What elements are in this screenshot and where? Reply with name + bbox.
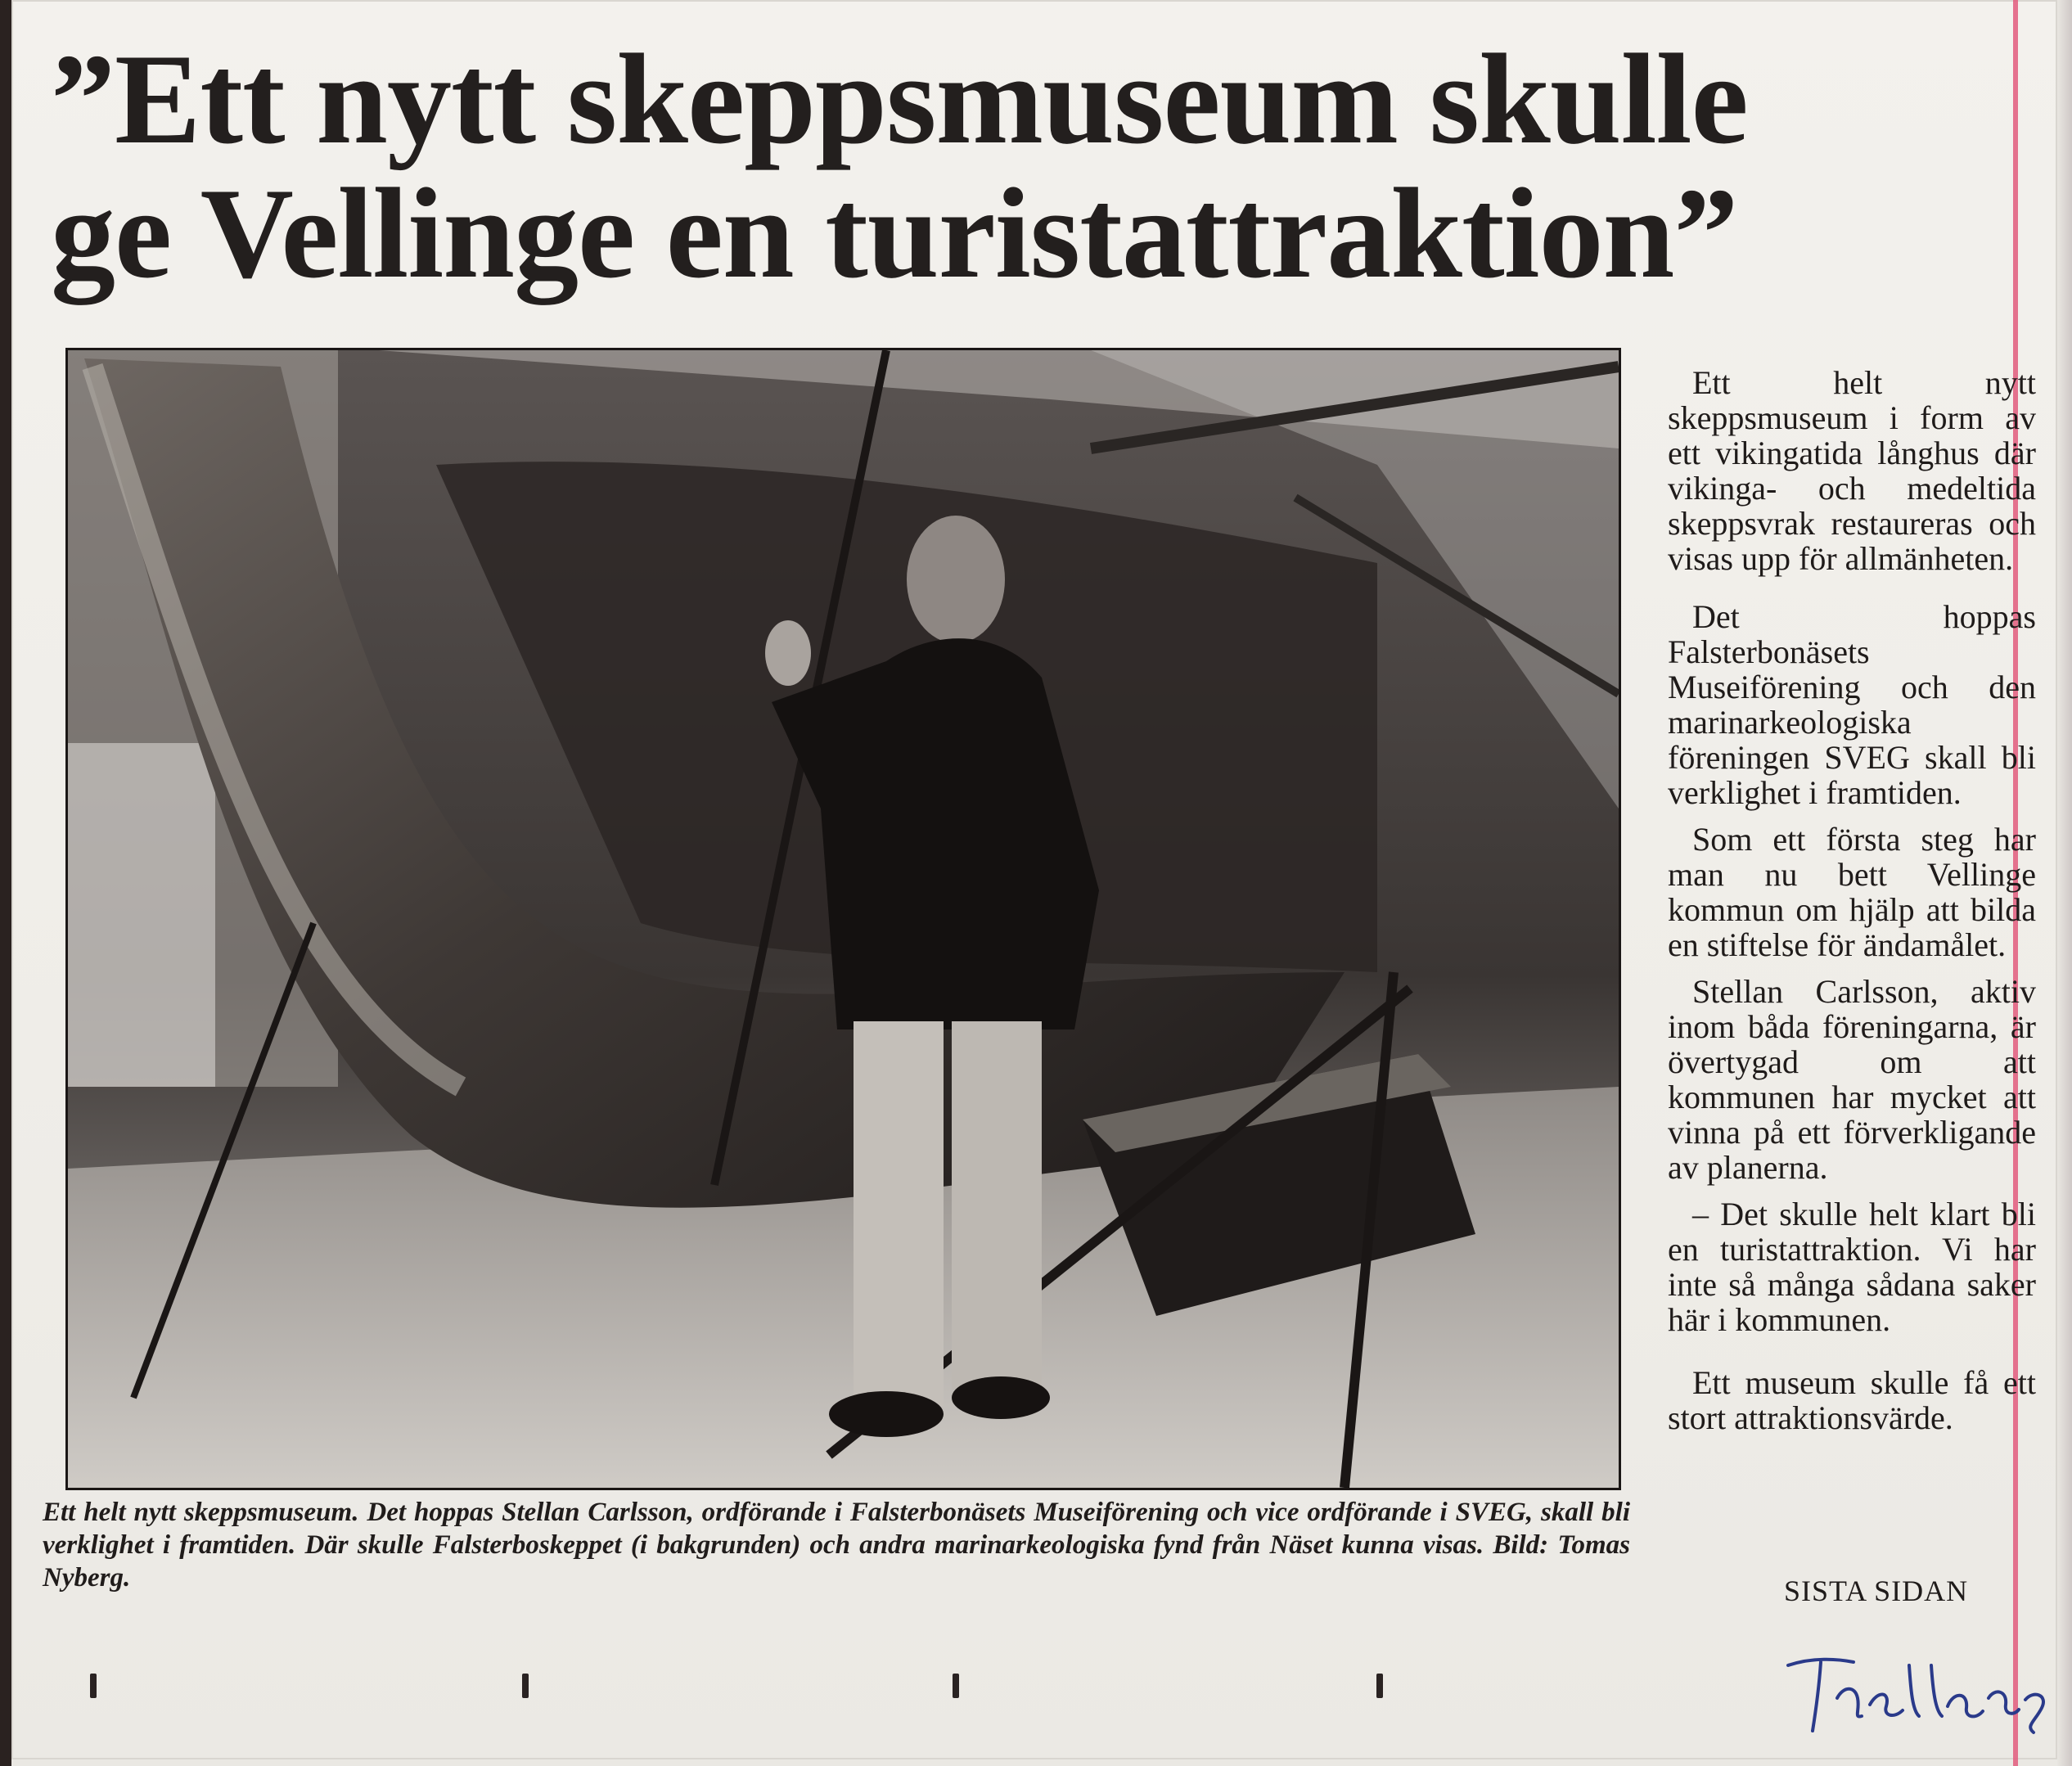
paragraph-3: Som ett första steg har man nu bett Vellinge kommun om hjälp att bilda en stiftelse för ändamålet. <box>1668 821 2036 963</box>
handwriting-scribble <box>1780 1641 2058 1739</box>
punch-mark <box>1376 1674 1383 1698</box>
punch-mark <box>953 1674 959 1698</box>
photo-caption: Ett helt nytt skeppsmuseum. Det hoppas Stellan Carlsson, ordförande i Falsterbonäsets Museiförening och vice ordförande i SVEG, skall bli verklighet i framtiden. Där skulle Falsterboskeppet (i bakgrunden) och andra marinarkeologiska fynd från Näset kunna visas. Bild: Tomas Nyberg. <box>43 1498 1630 1593</box>
paragraph-2: Det hoppas Falsterbonäsets Museiförening och den marinarkeologiska föreningen SVEG skall bli verklighet i framtiden. <box>1668 598 2036 811</box>
handwritten-note <box>1780 1641 2058 1739</box>
headline-line-1: ”Ett nytt skeppsmuseum skulle <box>51 28 1748 171</box>
article-body <box>1668 365 2036 1447</box>
scan-right-edge <box>2057 0 2072 1766</box>
paragraph-6: Ett museum skulle få ett stort attraktionsvärde. <box>1668 1364 2036 1436</box>
headline <box>51 28 2031 305</box>
paragraph-5: – Det skulle helt klart bli en turistattraktion. Vi har inte så många sådana saker här i kommunen. <box>1668 1196 2036 1338</box>
article-photo <box>65 348 1621 1490</box>
headline-line-2: ge Vellinge en turistattraktion” <box>51 162 1738 305</box>
punch-mark <box>522 1674 529 1698</box>
scan-left-edge <box>0 0 11 1766</box>
section-signoff: SISTA SIDAN <box>1784 1575 1969 1607</box>
punch-mark <box>90 1674 97 1698</box>
photo-illustration <box>68 350 1619 1488</box>
paragraph-4: Stellan Carlsson, aktiv inom båda föreningarna, är övertygad om att kommunen har mycket att vinna på ett förverkligande av planerna. <box>1668 973 2036 1186</box>
paragraph-1: Ett helt nytt skeppsmuseum i form av ett vikingatida långhus där vikinga- och medeltida skeppsvrak restaureras och visas upp för allmänheten. <box>1668 364 2036 577</box>
